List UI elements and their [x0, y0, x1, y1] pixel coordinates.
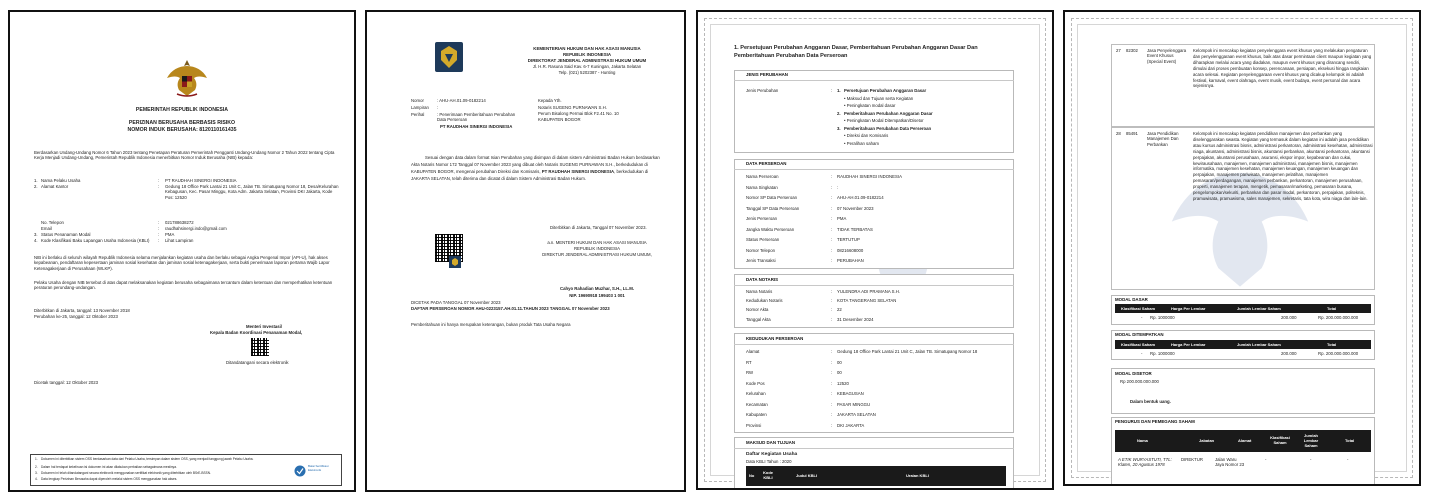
field-value: Gedung 18 Office Park Lantai 21 Unit C, Jalan TB. Simatupang Nomor 18, Desa/Kelurahan Kebagusan, Kec. Pasar Minggu, Kota Adm. Jakarta Selatan, Provinsi DKI Jakarta, Kode Pos: 12520: [165, 184, 339, 200]
field-label: Jangka Waktu Perseroan: [746, 226, 795, 232]
field-value: TIDAK TERBATAS: [837, 226, 873, 232]
jenis-item: • Maksud dan Tujuan serta Kegiatan: [844, 95, 914, 101]
col-klasifikasi: Klasifikasi Saham: [1121, 342, 1156, 347]
ministry-country: REPUBLIK INDONESIA: [562, 52, 612, 57]
col-no: No: [749, 473, 755, 478]
field-value: PT RAUDHAH SINERGI INDONESIA: [165, 178, 237, 183]
field-label: Kode Pos: [746, 380, 765, 386]
signer-nip: NIP. 19690918 199403 1 001: [569, 293, 625, 298]
ahu-letter-page: [365, 10, 686, 492]
field-value: PMA: [837, 216, 847, 221]
col-kode: Kode KBLI: [763, 470, 773, 480]
signer-name: Cahyo Rahadian Muzhar, S.H., LL.M.: [559, 286, 634, 291]
col-jumlah: Jumlah Lembar Saham: [1237, 306, 1281, 311]
modal-disetor-value: Rp 200.000.000.000: [1120, 379, 1159, 384]
field-value: PMA: [165, 232, 175, 237]
field-value: KOTA TANGERANG SELATAN: [837, 298, 897, 304]
jenis-item-num: 1.: [837, 88, 841, 93]
kbli-no: 27: [1116, 48, 1121, 53]
jenis-item: • Peningkatan modal dasar: [844, 103, 896, 108]
field-label: Nomor Telepon: [746, 247, 776, 253]
directorate-name: DIREKTORAT JENDERAL ADMINISTRASI HUKUM UMUM: [527, 58, 647, 63]
col-total: Total: [1327, 342, 1337, 347]
field-label: Status Penanaman Modal: [41, 232, 91, 237]
jenis-item: Persetujuan Perubahan Anggaran Dasar: [844, 88, 927, 93]
field-value: :: [837, 184, 839, 190]
jenis-item: • Direksi dan Komisaris: [844, 133, 889, 138]
col-jumlah: Jumlah Lembar Saham: [1303, 433, 1319, 448]
field-label: Tanggal Akta: [746, 316, 771, 322]
field-value: 00: [837, 359, 842, 365]
field-label: Email: [41, 226, 52, 231]
issuer-heading: PEMERINTAH REPUBLIK INDONESIA: [135, 107, 229, 113]
field-label: Tanggal SP Data Perseroan: [746, 205, 800, 211]
col-total: Total: [1345, 438, 1355, 443]
signer-on-behalf: a.n. MENTERI HUKUM DAN HAK ASASI MANUSIA: [547, 240, 647, 245]
print-date: DICETAK PADA TANGGAL 07 November 2023: [411, 300, 501, 305]
perihal-company: PT RAUDHAH SINERGI INDONESIA: [440, 124, 513, 129]
field-num: 1.: [34, 178, 38, 183]
field-value: PASAR MINGGU: [837, 401, 871, 407]
ministry-address: Jl. H.R. Rasuna Said Kav. 6-7 Kuningan, Jakarta Selatan: [532, 64, 642, 69]
print-date: Dicetak tanggal: 12 Oktober 2023: [34, 380, 99, 385]
signer-title: Menteri Investasi/: [246, 324, 283, 329]
col-klasifikasi: Klasifikasi Saham: [1270, 435, 1290, 445]
kbli-year: Data KBLI Tahun : 2020: [746, 459, 792, 464]
recipient-line: KABUPATEN BOGOR: [538, 117, 581, 122]
kbli-description: Kelompok ini mencakup kegiatan penyelenggara event khusus yang melakukan pengaturan dan penyelenggaraan event khusus, baik atas dasar permintaan client maupun kegiatan yang diharapkan melalui acara yang diadakan, maupun event khusus yang dirancang sendiri, dimulai dari proses pembuatan konsep, perencanaan, persiapan, eksekusi hingga rangkaian acara selesai. Kegiatan penyelenggaraan event khusus yang dicakup kelompok ini adalah festival, karnaval, event olahraga, event musik, event budaya, event personal dan acara sejenisnya.: [1193, 48, 1372, 89]
field-value: 12520: [837, 380, 849, 386]
jenis-item: Pemberitahuan Perubahan Data Perseroan: [844, 125, 932, 131]
jenis-item-num: 3.: [837, 125, 841, 131]
field-label: Nama Perseroan: [746, 174, 779, 179]
cell-klasifikasi: -: [1141, 315, 1143, 320]
recipient-line: Notaris SUGENG PURNAWAN S.H.: [538, 105, 607, 110]
note-item: Data lengkap Perizinan Berusaha dapat diperoleh melalui sistem OSS menggunakan hak akses.: [41, 477, 178, 481]
garuda-emblem-icon: [165, 56, 209, 100]
field-label: Kecamatan: [746, 401, 768, 407]
signer-office: Kepala Badan Koordinasi Penanaman Modal,: [210, 330, 303, 335]
modal-table-header: [1115, 304, 1371, 313]
field-value: DKI JAKARTA: [837, 422, 865, 428]
section-heading: MAKSUD DAN TUJUAN: [746, 440, 796, 445]
field-value: TERTUTUP: [837, 237, 860, 242]
section-heading: DATA NOTARIS: [746, 277, 779, 282]
letter-body: Sesuai dengan data dalam format Isian Perubahan yang disimpan di dalam sistem Administrasi Badan Hukum berdasarkan Akta Notaris Nomor 172 Tanggal 07 November 2023 yang dibuat oleh Notaris SUGENG PURNAWAN S.H., berkedudukan di KABUPATEN BOGOR, mengenai perubahan Direksi dan Komisaris, PT RAUDHAH SINERGI INDONESIA, berkedudukan di JAKARTA SELATAN, telah diterima dan dicatat di dalam Sistem Administrasi Badan Hukum.: [411, 155, 660, 181]
field-value: 07 November 2023: [837, 205, 874, 211]
field-value: KEBAGUSAN: [837, 391, 864, 396]
kemenkumham-seal-icon: [449, 256, 461, 268]
e-signature-note: Ditandatangani secara elektronik: [226, 360, 289, 365]
field-label: Kabupaten: [746, 412, 767, 417]
kbli-title: Jasa Penyelenggara Event Khusus (Special Event): [1147, 48, 1187, 64]
kbli-title: Jasa Pendidikan Manajemen Dan Perbankan: [1147, 131, 1179, 147]
field-value: PERUBAHAN: [837, 258, 864, 263]
kbli-code: 82302: [1126, 48, 1138, 53]
issued-date: Diterbitkan di Jakarta, Tanggal 07 November 2023.: [550, 225, 647, 230]
recipient-line: Perum Bisalong Permai Blok F2.41 No. 10: [538, 111, 619, 116]
field-label: Jenis Perseroan: [746, 216, 778, 221]
field-num: 2.: [34, 184, 38, 189]
company-data-page: 1. Persetujuan Perubahan Anggaran Dasar, Pemberitahuan Perubahan Anggaran Dasar Dan Pemberitahuan Perubahan Data Perseroan JENIS PERUBAHAN Jenis Perubahan : DATA PERSEROAN DATA NOTARIS KEDUDUKAN PERSEROAN MAKSUD DAN TUJUAN Daftar Kegiatan Usaha Data KBLI Tahun : 2020 No Kode KBLI Judul KBLI Uraian KBLI 1. Persetujuan Perubahan Anggaran Dasar • Maksud dan Tujuan serta Kegiatan • Peningkatan modal dasar 2. Pemberitahuan Perubahan Anggaran Dasar • Peningkatan Modal Ditempatkan/Disetor 3. Pemberitahuan Perubahan Data Perseroan • Direksi dan Komisaris • Peralihan saham Nama Perseroan : RAUDHAH SINERGI INDONESIA Nama Singkatan : : Nomor SP Data Perseroan : AHU-AH.01.09-0182214 Tanggal SP Data Perseroan : 07 November 2023 Jenis Perseroan : PMA Jangka Waktu Perseroan : TIDAK TERBATAS Status Perseroan : TERTUTUP Nomor Telepon : 08216608000 Jenis Transaksi : PERUBAHAN Nama Notaris : YULENDRA ADI PRAMANA S.H. Kedudukan Notaris : KOTA TANGERANG SELATAN Nomor Akta : 22 Tanggal Akta : 31 Desember 2024 Alamat : Gedung 18 Office Park Lantai 21 Unit C, Jalan TB. Simatupang Nomor 18 RT : 00 RW : 00 Kode Pos : 12520 Kelurahan : KEBAGUSAN Kecamatan : PASAR MINGGU Kabupaten : JAKARTA SELATAN Provinsi : DKI JAKARTA: [696, 10, 1054, 490]
field-label: Jenis Perubahan: [746, 88, 779, 93]
cell-jumlah: 200.000: [1281, 351, 1297, 356]
cell-klasifikasi: -: [1141, 351, 1143, 356]
col-uraian: Uraian KBLI: [906, 473, 929, 478]
field-value: Lihat Lampiran: [165, 238, 194, 243]
field-value: 22: [837, 307, 842, 313]
field-label: Nama Pelaku Usaha: [41, 178, 81, 183]
cell-total: Rp. 200.000.000.000: [1318, 315, 1359, 320]
perihal-label: Perihal: [411, 112, 425, 117]
nomor-label: Nomor: [411, 98, 424, 103]
cell-jumlah: 200.000: [1281, 315, 1297, 320]
perihal-value: : Penerimaan Pemberitahuan Perubahan Data Perseroan: [437, 112, 516, 123]
field-value: 00: [837, 370, 842, 375]
disclaimer: Pemberitahuan ini hanya merupakan keterangan, bukan produk Tata Usaha Negara: [411, 322, 571, 327]
section-heading: DATA PERSEROAN: [746, 161, 787, 166]
col-harga: Harga Per Lembar: [1171, 306, 1206, 311]
field-label: No. Telepon: [41, 220, 64, 225]
col-alamat: Alamat: [1238, 438, 1252, 443]
recipient-line: Kepada Yth.: [538, 98, 562, 103]
jenis-item: • Peralihan saham: [844, 140, 879, 146]
nomor-value: : AHU-AH.01.09-0182214: [437, 98, 486, 103]
intro-paragraph: Berdasarkan Undang-Undang Nomor 6 Tahun 2023 tentang Penetapan Peraturan Pemerintah Pengganti Undang-Undang Nomor 2 Tahun 2022 tentang Cipta Kerja Menjadi Undang-Undang, Pemerintah Republik Indonesia menerbitkan Nomor Induk Berusaha (NIB) kepada:: [34, 150, 335, 161]
cell-harga: Rp. 1000000: [1150, 315, 1175, 320]
kbli-no: 28: [1116, 131, 1121, 136]
obligation-paragraph: Pelaku Usaha dengan NIB tersebut di atas dapat melaksanakan kegiatan berusaha sebagaimana tercantum dalam ketentuan dan memperhatikan ketentuan peraturan perundang-undangan.: [34, 280, 333, 291]
field-label: Kode Klasifikasi Baku Lapangan Usaha Indonesia (KBLI): [41, 238, 150, 243]
capital-data-page: [1063, 10, 1421, 486]
nib-number: NOMOR INDUK BERUSAHA: 8120110161435: [127, 127, 237, 133]
field-value: 021788638272: [165, 220, 194, 225]
note-item: Dokumen ini diterbitkan sistem OSS berdasarkan data dari Pelaku Usaha, tersimpan dalam sistem OSS, yang menjadi tanggung jawab Pelaku Usaha.: [41, 457, 254, 461]
jenis-item: Pemberitahuan Perubahan Anggaran Dasar: [844, 110, 933, 116]
field-label: Alamat Kantor: [41, 184, 69, 189]
cell-harga: Rp. 1000000: [1150, 351, 1175, 356]
jenis-item: • Peningkatan Modal Ditempatkan/Disetor: [844, 118, 924, 123]
section-heading: MODAL DASAR: [1115, 297, 1148, 302]
section-title: 1. Persetujuan Perubahan Anggaran Dasar, Pemberitahuan Perubahan Anggaran Dasar Dan Pemberitahuan Perubahan Data Perseroan: [734, 45, 978, 59]
col-harga: Harga Per Lembar: [1171, 342, 1206, 347]
section-heading: MODAL DISETOR: [1115, 371, 1152, 376]
lampiran-value: :: [437, 105, 439, 110]
revision-date: Perubahan ke-25, tanggal: 12 Oktober 2023: [34, 314, 118, 319]
field-label: Nomor SP Data Perseroan: [746, 195, 798, 200]
notes-box: 1. Dokumen ini diterbitkan sistem OSS berdasarkan data dari Pelaku Usaha, tersimpan dalam sistem OSS, yang menjadi tanggung jawab Pelaku Usaha. 2. Dalam hal terdapat kekeliruan isi dokumen ini akan dilakukan perbaikan sebagaimana mestinya. 3. Dokumen ini telah ditandatangani secara elektronik menggunakan sertifikat elektronik yang diterbitkan oleh BSrE-BSSN. 4. Data lengkap Perizinan Berusaha dapat diperoleh melalui sistem OSS menggunakan hak akses. Balai Sertifikasi Elektronik: [30, 454, 342, 486]
activity-list-title: Daftar Kegiatan Usaha: [746, 452, 798, 457]
kbli-code: 85491: [1126, 131, 1138, 136]
cell-total: Rp. 200.000.000.000: [1318, 351, 1359, 356]
license-title: PERIZINAN BERUSAHA BERBASIS RISIKO: [128, 120, 236, 126]
field-label: RW: [746, 370, 754, 375]
kbli-description: Kelompok ini mencakup kegiatan pendidikan manajemen dan perbankan yang diselenggarakan swasta. Kegiatan yang termasuk dalam kegiatan ini adalah jasa pendidikan atau kursus administrasi bisnis, administrasi perkantoran, administrasi kesehatan, administrasi niaga, akuntansi, administrasi bisnis, akuntansi perbankan, akuntansi perkantoran, akuntansi perpajakan, akuntansi perusahaan, asuransi, ekspor impor, kepabeanan dan cukai, kewirausahaan, manajemen, manajemen administrasi, manajemen bisnis, manajemen informatika, manajemen kesehatan, manajemen keuangan, manajemen keuangan dan perpajakan, manajemen pariwisata, manajemen pelatihan, manajemen pemasaran/perdagangan, manajemen perbankan, perkantoran, manajemen perusahaan, properti, manajemen terapan, mengetik, pemasaran/marketing, pemasaran busana, pengelompokan/sekuriti, perbankan dan pasar modal, perkantoran, perpajakan, politeknis, pramuwisata, pramuwisma, sales manajemen, sekretaris, tata kota, wira niaga dan lain-lain.: [1193, 131, 1373, 201]
field-value: JAKARTA SELATAN: [837, 412, 876, 417]
cell-jumlah: -: [1310, 457, 1312, 462]
issued-date: Diterbitkan di Jakarta, tanggal: 13 November 2018: [34, 308, 130, 313]
field-value: Gedung 18 Office Park Lantai 21 Unit C, Jalan TB. Simatupang Nomor 18: [837, 349, 978, 354]
col-klasifikasi: Klasifikasi Saham: [1121, 306, 1156, 311]
cell-total: -: [1347, 457, 1349, 462]
section-heading: PENGURUS DAN PEMEGANG SAHAM: [1115, 419, 1195, 424]
signer-position: DIREKTUR JENDERAL ADMINISTRASI HUKUM UMUM,: [542, 252, 652, 257]
field-num: 3.: [34, 232, 38, 237]
field-label: Nomor Akta: [746, 307, 769, 313]
note-item: Dokumen ini telah ditandatangani secara elektronik menggunakan sertifikat elektronik yang diterbitkan oleh BSrE-BSSN.: [41, 471, 211, 475]
field-value: AHU-AH.01.09-0182214: [837, 195, 884, 200]
register-number: DAFTAR PERSEROAN NOMOR AHU-0223157.AH.01.11.TAHUN 2023 TANGGAL 07 November 2023: [411, 306, 610, 311]
qr-code: [251, 338, 269, 356]
field-label: Kelurahan: [746, 391, 766, 396]
validity-paragraph: NIB ini berlaku di seluruh wilayah Republik Indonesia selama menjalankan kegiatan usaha dan berlaku sebagai Angka Pengenal Impor (API-U), hak akses kepabeanan, pendaftaran kepesertaan jaminan sosial kesehatan dan jaminan sosial ketenagakerjaan, serta bukti penerimaan laporan pertama Wajib Lapor Ketenagakerjaan di Perusahaan (WLKP).: [34, 255, 330, 271]
field-value: 31 Desember 2024: [837, 316, 874, 322]
col-total: Total: [1327, 306, 1337, 311]
col-nama: Nama: [1137, 438, 1148, 443]
signer-country: REPUBLIK INDONESIA: [573, 246, 621, 251]
section-heading: MODAL DITEMPATKAN: [1115, 332, 1164, 337]
field-label: RT: [746, 359, 752, 365]
note-item: Dalam hal terdapat kekeliruan isi dokumen ini akan dilakukan perbaikan sebagaimana mestinya.: [41, 465, 177, 469]
jenis-item-num: 2.: [837, 110, 841, 116]
modal-table-header: [1115, 340, 1371, 349]
field-label: Alamat: [746, 349, 760, 354]
ministry-phone: Telp. (021) 5202387 - Hunting: [558, 70, 616, 75]
bsre-label: Balai Sertifikasi Elektronik: [308, 464, 329, 472]
field-label: Status Perseroan: [746, 237, 780, 242]
field-value: 08216608000: [837, 247, 864, 253]
field-label: Provinsi: [746, 422, 762, 428]
cell-jabatan: DIREKTUR: [1181, 457, 1203, 462]
field-value: RAUDHAH SINERGI INDONESIA: [837, 174, 902, 179]
section-heading: JENIS PERUBAHAN: [746, 72, 788, 77]
lampiran-label: Lampiran: [411, 105, 429, 110]
section-heading: KEDUDUKAN PERSEROAN: [746, 336, 804, 341]
field-value: raudhahsinergi.indo@gmail.com: [165, 226, 227, 231]
field-value: YULENDRA ADI PRAMANA S.H.: [837, 289, 901, 294]
bsre-logo-icon: [294, 465, 306, 477]
kbli-table-header: [746, 466, 1006, 486]
kemenkumham-logo-icon: [435, 42, 463, 72]
col-jumlah: Jumlah Lembar Saham: [1237, 342, 1281, 347]
col-judul: Judul KBLI: [796, 473, 818, 478]
field-label: Nama Singkatan: [746, 184, 778, 190]
ministry-name: KEMENTERIAN HUKUM DAN HAK ASASI MANUSIA: [533, 46, 641, 51]
cell-klasifikasi: -: [1265, 457, 1267, 462]
field-label: Jenis Transaksi: [746, 258, 776, 263]
cell-alamat: Jalan Waru Jaya Nomor 23: [1215, 457, 1245, 468]
field-label: Kedudukan Notaris: [746, 298, 783, 304]
cell-nama: A ETIK WURYASTUTI, TTL: Klaten, 20 Agustus 1978: [1118, 457, 1172, 468]
payment-form: Dalam bentuk uang.: [1130, 399, 1171, 404]
pengurus-table-header: [1115, 430, 1371, 452]
field-label: Nama Notaris: [746, 289, 773, 294]
nib-document-page: PEMERINTAH REPUBLIK INDONESIA PERIZINAN BERUSAHA BERBASIS RISIKO NOMOR INDUK BERUSAHA: 8120110161435 Berdasarkan Undang-Undang Nomor 6 Tahun 2023 tentang Penetapan Peraturan Pemerintah Pengganti Undang-Undang Nomor 2 Tahun 2022 tentang Cipta Kerja Menjadi Undang-Undang, Pemerintah Republik Indonesia menerbitkan Nomor Induk Berusaha (NIB) kepada: 1. Nama Pelaku Usaha : PT RAUDHAH SINERGI INDONESIA 2. Alamat Kantor : Gedung 18 Office Park Lantai 21 Unit C, Jalan TB. Simatupang Nomor 18, Desa/Kelurahan Kebagusan, Kec. Pasar Minggu, Kota Adm. Jakarta Selatan, Provinsi DKI Jakarta, Kode Pos: 12520 No. Telepon : 021788638272 Email : raudhahsinergi.indo@gmail.com 3. Status Penanaman Modal : PMA 4. Kode Klasifikasi Baku Lapangan Usaha Indonesia (KBLI) : Lihat Lampiran NIB ini berlaku di seluruh wilayah Republik Indonesia selama menjalankan kegiatan usaha dan berlaku sebagai Angka Pengenal Impor (API-U), hak akses kepabeanan, pendaftaran kepesertaan jaminan sosial kesehatan dan jaminan sosial ketenagakerjaan, serta bukti penerimaan laporan pertama Wajib Lapor Ketenagakerjaan di Perusahaan (WLKP). Pelaku Usaha dengan NIB tersebut di atas dapat melaksanakan kegiatan berusaha sebagaimana tercantum dalam ketentuan dan memperhatikan ketentuan peraturan perundang-undangan. Diterbitkan di Jakarta, tanggal: 13 November 2018 Perubahan ke-25, tanggal: 12 Oktober 2023 Menteri Investasi/ Kepala Badan Koordinasi Penanaman Modal, Ditandatangani secara elektronik Dicetak tanggal: 12 Oktober 2023 1. Dokumen ini diterbitkan sistem OSS berdasarkan data dari Pelaku Usaha, tersimpan dalam sistem OSS, yang menjadi tanggung jawab Pelaku Usaha. 2. Dalam hal terdapat kekeliruan isi dokumen ini akan dilakukan perbaikan sebagaimana mestinya. 3. Dokumen ini telah ditandatangani secara elektronik menggunakan sertifikat elektronik yang diterbitkan oleh BSrE-BSSN. 4. Data lengkap Perizinan Berusaha dapat diperoleh melalui sistem OSS menggunakan hak akses. Balai Sertifikasi Elektronik: [8, 10, 356, 492]
field-num: 4.: [34, 238, 38, 243]
col-jabatan: Jabatan: [1199, 438, 1215, 443]
